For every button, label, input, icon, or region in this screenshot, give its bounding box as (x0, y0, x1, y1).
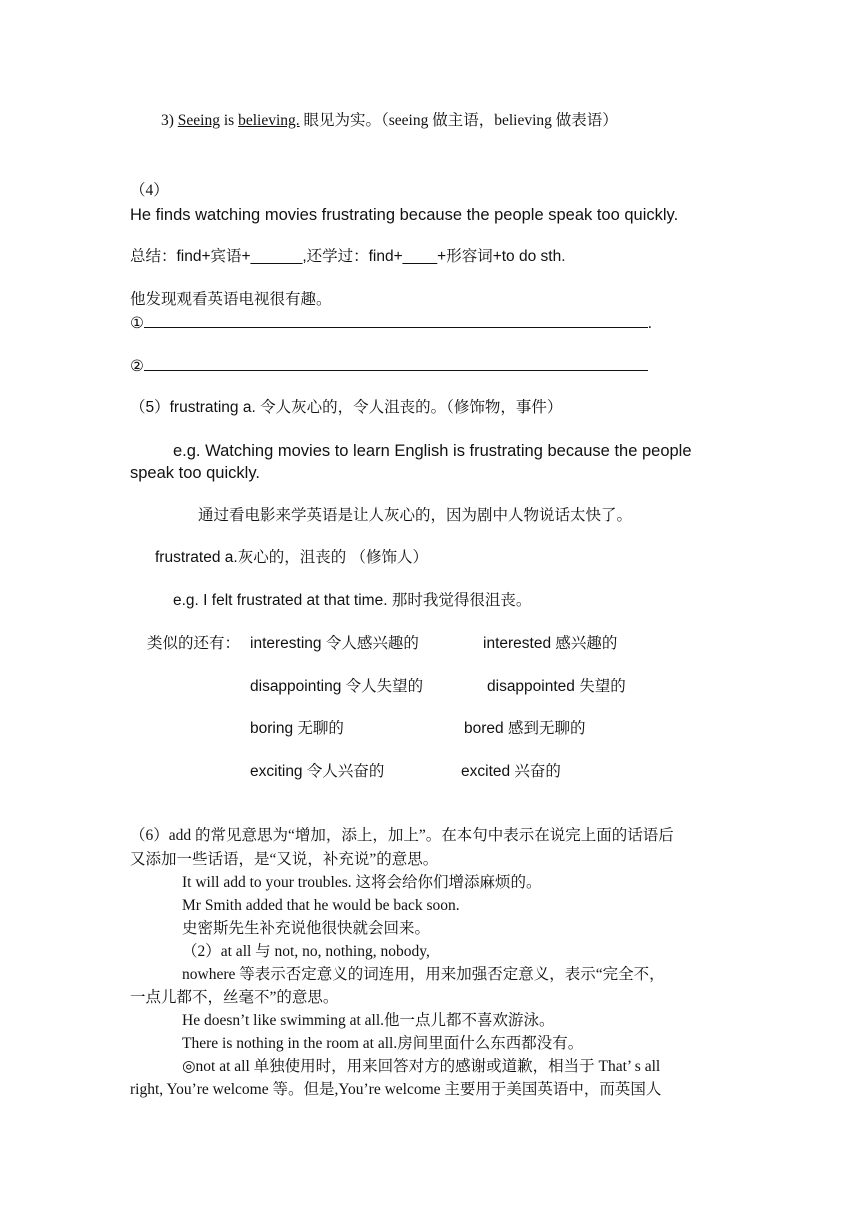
section-5-example-1b: speak too quickly. (130, 464, 260, 482)
pair-4-b: excited 兴奋的 (461, 763, 561, 780)
example-translation: 眼见为实。（seeing 做主语，believing 做表语） (299, 112, 618, 129)
section-6-para-1b: 又添加一些话语，是“又说，补充说”的意思。 (130, 851, 439, 868)
section-6-example-1: It will add to your troubles. 这将会给你们增添麻烦的。 (182, 874, 542, 891)
word-seeing: Seeing (177, 112, 220, 129)
section-5-heading: （5）frustrating a. 令人灰心的，令人沮丧的。（修饰物，事件） (130, 399, 563, 416)
section-6-para-3b: right, You’re welcome 等。但是,You’re welcome 主要用于美国英语中，而英国人 (130, 1081, 662, 1098)
answer-blank-1 (130, 313, 652, 334)
pair-2-b: disappointed 失望的 (487, 678, 626, 695)
section-6-example-2: Mr Smith added that he would be back soon. (182, 897, 460, 914)
section-4-label: （4） (130, 182, 169, 199)
pair-3-b: bored 感到无聊的 (464, 720, 586, 737)
blank-2-line (144, 356, 648, 371)
section-6-para-2b: 一点儿都不，丝毫不”的意思。 (130, 989, 339, 1006)
pair-4-a: exciting 令人兴奋的 (250, 763, 385, 780)
word-believing: believing. (238, 112, 300, 129)
word-is: is (219, 112, 239, 129)
section-6-example-3: He doesn’t like swimming at all.他一点儿都不喜欢游泳。 (182, 1012, 555, 1029)
example-seeing-believing (161, 111, 618, 131)
blank-1-end: . (647, 315, 652, 332)
section-4-summary: 总结：find+宾语+______,还学过：find+____+形容词+to do sth. (130, 248, 566, 265)
blank-1-marker: ① (130, 315, 144, 332)
answer-blank-2 (130, 356, 648, 377)
blank-2-marker: ② (130, 358, 144, 375)
section-6-example-4: There is nothing in the room at all.房间里面什么东西都没有。 (182, 1035, 584, 1052)
section-5-example-2: e.g. I felt frustrated at that time. 那时我觉得很沮丧。 (173, 592, 532, 609)
frustrated-definition: frustrated a.灰心的，沮丧的 （修饰人） (155, 549, 429, 566)
pair-1-a: interesting 令人感兴趣的 (250, 635, 419, 652)
pair-2-a: disappointing 令人失望的 (250, 678, 424, 695)
section-6-para-2a: nowhere 等表示否定意义的词连用，用来加强否定意义，表示“完全不， (182, 966, 665, 983)
section-5-example-1a: e.g. Watching movies to learn English is frustrating because the people (173, 442, 692, 460)
section-6-para-1a: （6）add 的常见意思为“增加，添上，加上”。在本句中表示在说完上面的话语后 (130, 827, 674, 844)
pair-1-b: interested 感兴趣的 (483, 635, 618, 652)
pair-3-a: boring 无聊的 (250, 720, 344, 737)
section-4-sentence: He finds watching movies frustrating because the people speak too quickly. (130, 206, 679, 224)
section-6-subheading-2: （2）at all 与 not, no, nothing, nobody, (182, 943, 430, 960)
section-5-example-1-translation: 通过看电影来学英语是让人灰心的，因为剧中人物说话太快了。 (198, 507, 633, 524)
item-number: 3) (161, 112, 178, 129)
section-6-para-3a: ◎not at all 单独使用时，用来回答对方的感谢或道歉，相当于 That’ s all (182, 1058, 661, 1075)
section-6-example-2-translation: 史密斯先生补充说他很快就会回来。 (182, 920, 431, 937)
section-4-task: 他发现观看英语电视很有趣。 (130, 291, 332, 308)
similar-words-label: 类似的还有： (147, 635, 241, 652)
blank-1-line (144, 313, 648, 328)
